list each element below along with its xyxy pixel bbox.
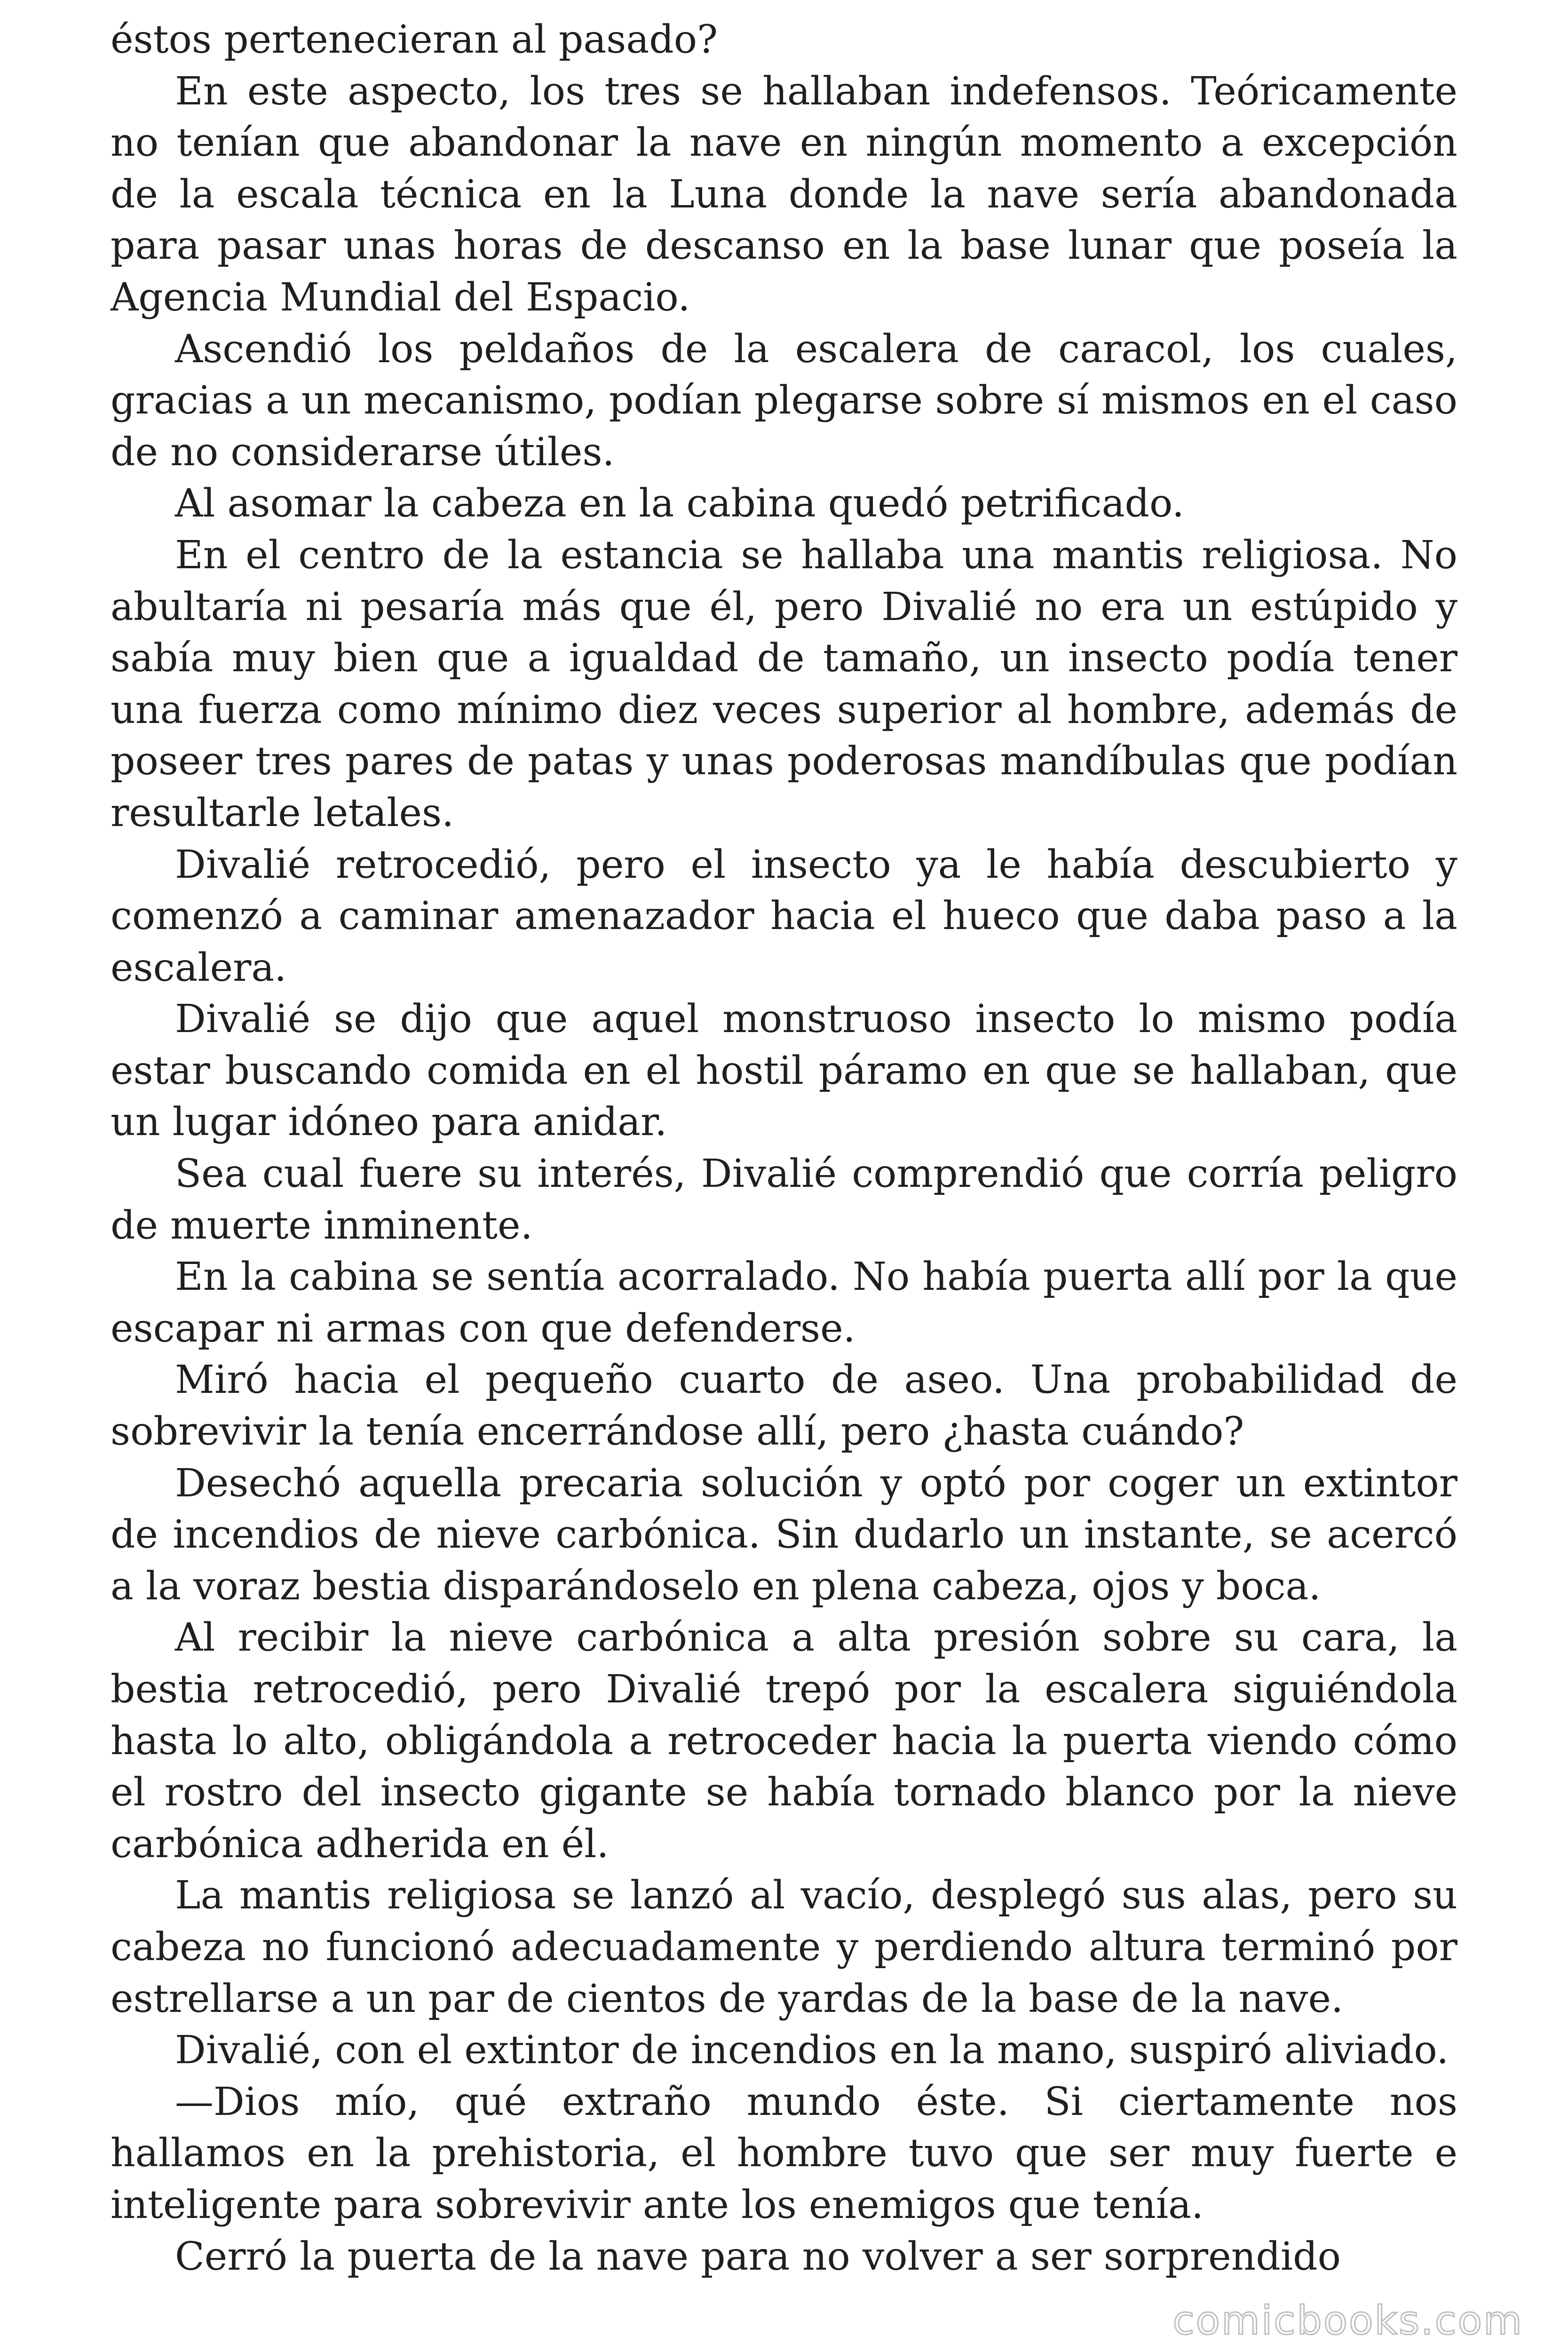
paragraph-10: Miró hacia el pequeño cuarto de aseo. Una probabilidad de sobrevivir la tenía encerrándose allí, pero ¿hasta cuándo? <box>111 1358 1457 1454</box>
paragraph-9: En la cabina se sentía acorralado. No había puerta allí por la que escapar ni armas con que defenderse. <box>111 1255 1457 1351</box>
paragraph-11: Desechó aquella precaria solución y optó por coger un extintor de incendios de nieve carbónica. Sin dudarlo un instante, se acercó a la voraz bestia disparándoselo en plena cabeza, ojos y boca. <box>111 1461 1457 1609</box>
page-text <box>111 14 1457 2282</box>
paragraph-5: En el centro de la estancia se hallaba una mantis religiosa. No abultaría ni pesaría más que él, pero Divalié no era un estúpido y sabía muy bien que a igualdad de tamaño, un insecto podía tener una fuerza como mínimo diez veces superior al hombre, además de poseer tres pares de patas y unas poderosas mandíbulas que podían resultarle letales. <box>111 532 1457 835</box>
paragraph-7: Divalié se dijo que aquel monstruoso insecto lo mismo podía estar buscando comida en el hostil páramo en que se hallaban, que un lugar idóneo para anidar. <box>111 997 1457 1145</box>
watermark: comicbooks.com <box>1172 2297 1523 2344</box>
paragraph-3: Ascendió los peldaños de la escalera de caracol, los cuales, gracias a un mecanismo, podían plegarse sobre sí mismos en el caso de no considerarse útiles. <box>111 326 1457 475</box>
paragraph-6: Divalié retrocedió, pero el insecto ya le había descubierto y comenzó a caminar amenazador hacia el hueco que daba paso a la escalera. <box>111 842 1457 990</box>
paragraph-1: éstos pertenecieran al pasado? <box>111 17 718 62</box>
paragraph-13: La mantis religiosa se lanzó al vacío, desplegó sus alas, pero su cabeza no funcionó adecuadamente y perdiendo altura terminó por estrellarse a un par de cientos de yardas de la base de la nave. <box>111 1873 1457 2021</box>
paragraph-15: —Dios mío, qué extraño mundo éste. Si ciertamente nos hallamos en la prehistoria, el hombre tuvo que ser muy fuerte e inteligente para sobrevivir ante los enemigos que tenía. <box>111 2079 1457 2227</box>
paragraph-2: En este aspecto, los tres se hallaban indefensos. Teóricamente no tenían que abandonar la nave en ningún momento a excepción de la escala técnica en la Luna donde la nave sería abandonada para pasar unas horas de descanso en la base lunar que poseía la Agencia Mundial del Espacio. <box>111 69 1457 320</box>
paragraph-12: Al recibir la nieve carbónica a alta presión sobre su cara, la bestia retrocedió, pero Divalié trepó por la escalera siguiéndola hasta lo alto, obligándola a retroceder hacia la puerta viendo cómo el rostro del insecto gigante se había tornado blanco por la nieve carbónica adherida en él. <box>111 1615 1457 1867</box>
paragraph-8: Sea cual fuere su interés, Divalié comprendió que corría peligro de muerte inminente. <box>111 1152 1457 1248</box>
paragraph-4: Al asomar la cabeza en la cabina quedó petrificado. <box>175 481 1184 526</box>
paragraph-16: Cerró la puerta de la nave para no volver a ser sorprendido <box>175 2234 1341 2279</box>
paragraph-14: Divalié, con el extintor de incendios en la mano, suspiró aliviado. <box>175 2028 1449 2073</box>
